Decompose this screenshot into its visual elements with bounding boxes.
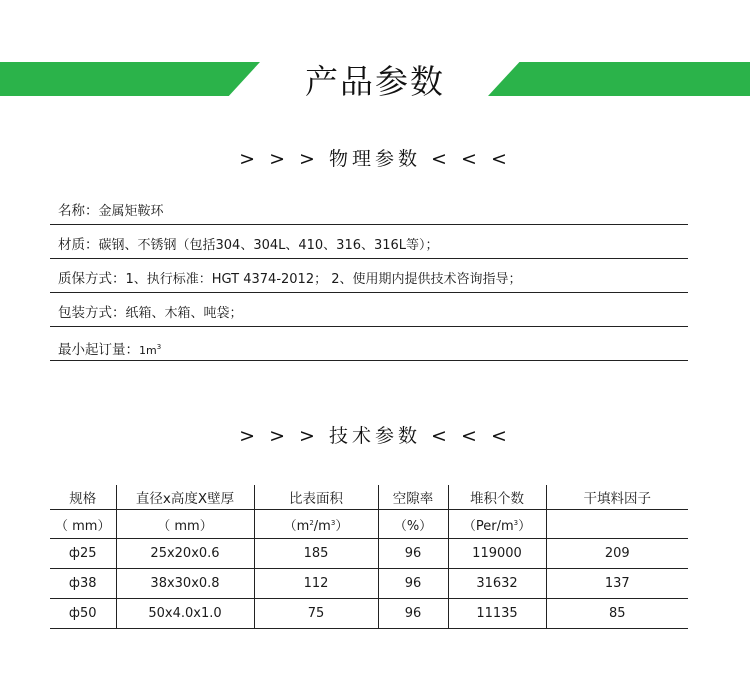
unit-cell: （ mm） bbox=[116, 510, 254, 539]
table-cell: 85 bbox=[546, 599, 688, 629]
unit-text: （m bbox=[283, 518, 310, 534]
physical-params-list bbox=[50, 196, 688, 366]
spec-row-material bbox=[50, 230, 688, 259]
table-cell: 112 bbox=[254, 569, 378, 599]
unit-cell: （ mm） bbox=[50, 510, 116, 539]
table-cell: 185 bbox=[254, 539, 378, 569]
superscript: 2 bbox=[309, 518, 314, 527]
table-row bbox=[50, 599, 688, 629]
unit-text: /m bbox=[313, 518, 331, 534]
column-header: 空隙率 bbox=[378, 485, 448, 510]
page-title: 产品参数 bbox=[305, 62, 445, 101]
table-row bbox=[50, 569, 688, 599]
spec-row-packaging bbox=[50, 298, 688, 327]
spec-value: 1、执行标准：HGT 4374-2012； 2、使用期内提供技术咨询指导； bbox=[125, 272, 522, 287]
physical-params-heading: > > > 物理参数 < < < bbox=[239, 148, 511, 170]
table-cell: ф50 bbox=[50, 599, 116, 629]
spec-row-warranty bbox=[50, 264, 688, 293]
unit-text: ） bbox=[518, 518, 532, 534]
table-cell: 75 bbox=[254, 599, 378, 629]
unit-cell bbox=[546, 510, 688, 539]
table-cell: 11135 bbox=[448, 599, 546, 629]
technical-params-table bbox=[50, 485, 688, 629]
table-units-row bbox=[50, 510, 688, 539]
unit-text: ） bbox=[335, 518, 349, 534]
spec-label: 最小起订量： bbox=[58, 342, 139, 358]
technical-params-heading: > > > 技术参数 < < < bbox=[239, 425, 511, 447]
spec-row-name bbox=[50, 196, 688, 225]
table-header-row bbox=[50, 485, 688, 510]
unit-cell bbox=[254, 510, 378, 539]
table-cell: 25x20x0.6 bbox=[116, 539, 254, 569]
column-header: 干填料因子 bbox=[546, 485, 688, 510]
spec-row-moq bbox=[50, 332, 688, 361]
superscript: 3 bbox=[156, 343, 162, 351]
spec-value: 纸箱、木箱、吨袋； bbox=[125, 306, 243, 321]
table-cell: 31632 bbox=[448, 569, 546, 599]
spec-value: 1m bbox=[139, 344, 157, 357]
table-cell: ф38 bbox=[50, 569, 116, 599]
column-header: 堆积个数 bbox=[448, 485, 546, 510]
spec-label: 名称： bbox=[58, 203, 99, 219]
unit-cell bbox=[448, 510, 546, 539]
table-row bbox=[50, 539, 688, 569]
column-header: 规格 bbox=[50, 485, 116, 510]
unit-cell: （%） bbox=[378, 510, 448, 539]
column-header: 比表面积 bbox=[254, 485, 378, 510]
table-cell: 50x4.0x1.0 bbox=[116, 599, 254, 629]
table-cell: 38x30x0.8 bbox=[116, 569, 254, 599]
table-cell: 137 bbox=[546, 569, 688, 599]
table-cell: 96 bbox=[378, 539, 448, 569]
spec-label: 质保方式： bbox=[58, 271, 126, 287]
column-header: 直径x高度X壁厚 bbox=[116, 485, 254, 510]
spec-label: 包装方式： bbox=[58, 305, 126, 321]
table-cell: ф25 bbox=[50, 539, 116, 569]
table-cell: 96 bbox=[378, 569, 448, 599]
table-cell: 119000 bbox=[448, 539, 546, 569]
table-cell: 96 bbox=[378, 599, 448, 629]
unit-text: （Per/m bbox=[462, 518, 514, 534]
spec-value: 金属矩鞍环 bbox=[98, 204, 164, 219]
table-cell: 209 bbox=[546, 539, 688, 569]
superscript: 3 bbox=[330, 518, 336, 527]
superscript: 3 bbox=[513, 518, 519, 527]
spec-value: 碳钢、不锈钢（包括304、304L、410、316、316L等）； bbox=[98, 238, 439, 253]
spec-label: 材质： bbox=[58, 237, 99, 253]
